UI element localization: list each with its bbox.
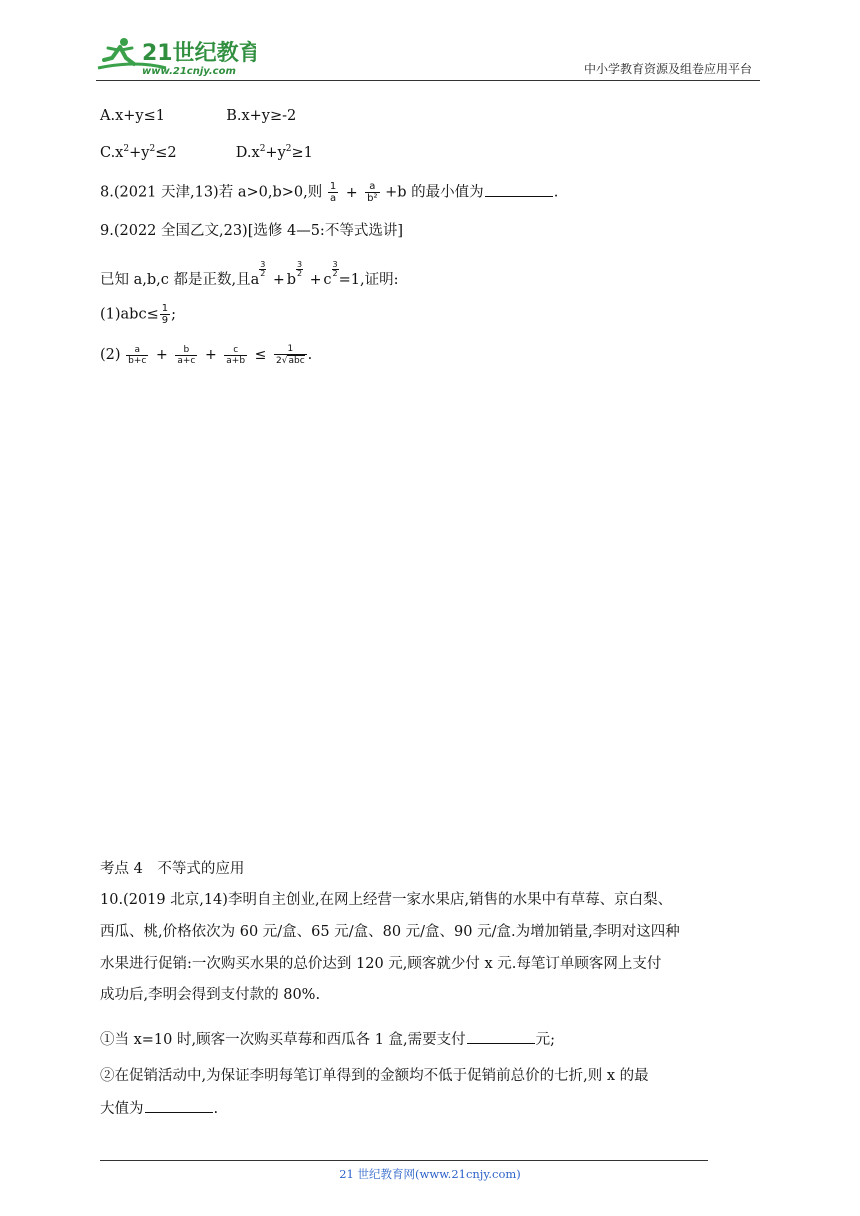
question-10-sub2-line1: ②在促销活动中,为保证李明每笔订单得到的金额均不低于促销前总价的七折,则 x 的最 — [100, 1068, 649, 1084]
question-9-given: 已知 a,b,c 都是正数,且a $\frac{3}{2}$ + b $\frac{3}{2}$ + c $\frac{3}{2}$ =1,证明: — [100, 260, 399, 288]
question-9-title: 9.(2022 全国乙文,23)[选修 4—5:不等式选讲] — [100, 223, 403, 239]
svg-text:21世纪教育: 21世纪教育 — [142, 41, 256, 66]
header-platform-text: 中小学教育资源及组卷应用平台 — [583, 62, 752, 76]
question-9-part2: (2) $\frac{a}{b+c}$ + $\frac{b}{a+c}$ + $\frac{c}{a+b}$ ≤ $\frac{1}{\text{2√abc}}$ . — [100, 344, 313, 366]
question-10-sub2-line2: 大值为 . — [100, 1098, 218, 1119]
answer-blank[interactable] — [145, 1098, 213, 1113]
footer-divider — [100, 1160, 708, 1161]
question-9-part1: (1)abc≤ $\frac{1}{9}$ ; — [100, 303, 177, 326]
fraction-a-over-b2: $\frac{a}{\text{b²}}$ — [367, 181, 378, 204]
header-divider — [96, 80, 760, 81]
fraction-1-over-a: $\frac{1}{a}$ — [329, 181, 337, 204]
question-10-sub1: ①当 x=10 时,顾客一次购买草莓和西瓜各 1 盒,需要支付 元; — [100, 1029, 555, 1050]
answer-blank[interactable] — [467, 1029, 535, 1044]
option-a: A.x+y≤1 — [100, 108, 165, 124]
footer-text[interactable]: 21 世纪教育网(www.21cnjy.com) — [339, 1167, 521, 1181]
q7-options-row2 — [100, 139, 313, 163]
option-c: $C.x^2+y^2\le 2$ — [100, 144, 177, 161]
question-10-line4: 成功后,李明会得到支付款的 80%. — [100, 987, 321, 1003]
question-10-line1: 10.(2019 北京,14)李明自主创业,在网上经营一家水果店,销售的水果中有草莓、京白梨、 — [100, 892, 673, 908]
question-10-line3: 水果进行促销:一次购买水果的总价达到 120 元,顾客就少付 x 元.每笔订单顾客网上支付 — [100, 956, 662, 972]
question-8: 8.(2021 天津,13)若 a>0,b>0,则 $\frac{1}{a}$ + $\frac{a}{\text{b²}}$ +b 的最小值为 . — [100, 181, 559, 204]
section-4-heading: 考点 4 不等式的应用 — [100, 861, 245, 877]
answer-blank[interactable] — [485, 182, 553, 197]
runner-logo-icon — [96, 34, 256, 78]
q7-options-row1 — [100, 106, 296, 126]
option-b: B.x+y≥-2 — [226, 108, 297, 124]
page-header — [96, 34, 760, 82]
site-logo — [96, 34, 256, 82]
question-10-line2: 西瓜、桃,价格依次为 60 元/盒、65 元/盒、80 元/盒、90 元/盒.为增加销量,李明对这四种 — [100, 924, 680, 940]
option-d: $D.x^2+y^2\ge 1$ — [235, 144, 313, 161]
svg-text:www.21cnjy.com: www.21cnjy.com — [142, 66, 236, 77]
